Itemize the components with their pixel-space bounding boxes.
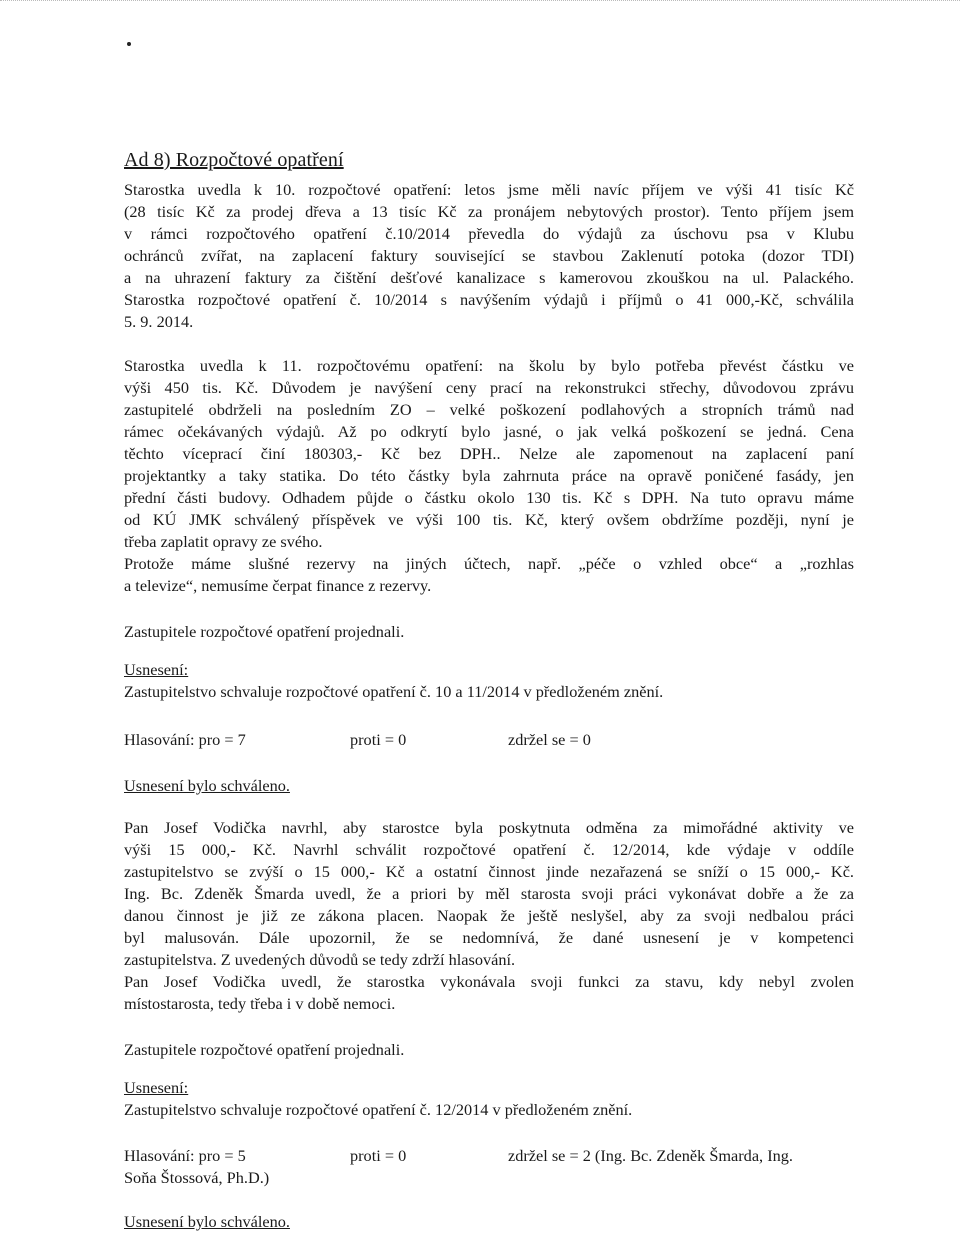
resolution-text: Zastupitelstvo schvaluje rozpočtové opatření č. 12/2014 v předloženém znění. (124, 1100, 633, 1119)
paragraph-line: (28 tisíc Kč za prodej dřeva a 13 tisíc Kč za pronájem nebytových prostor). Tento příjem jsem (124, 202, 854, 221)
vote-zdrzel: zdržel se = 2 (Ing. Bc. Zdeněk Šmarda, Ing. (508, 1146, 793, 1165)
vote-pro: Hlasování: pro = 5 (124, 1146, 246, 1165)
vote-zdrzel-continued: Soňa Štossová, Ph.D.) (124, 1168, 270, 1187)
paragraph-line: Starostka rozpočtové opatření č. 10/2014 s navýšením výdajů i příjmů o 41 000,-Kč, schválila (124, 290, 854, 309)
paragraph-line: Protože máme slušné rezervy na jiných účtech, např. „péče o vzhled obce“ a „rozhlas (124, 554, 854, 573)
paragraph-line: Pan Josef Vodička navrhl, aby starostce byla poskytnuta odměna za mimořádné aktivity ve (124, 818, 854, 837)
paragraph-line: Starostka uvedla k 11. rozpočtovému opatření: na školu by bylo potřeba převést částku ve (124, 356, 854, 375)
paragraph-line: zastupitelstvo se zvýší o 15 000,- Kč a ostatní činnost jinde nezařazená se sníží o 15 000,- Kč. (124, 862, 854, 881)
vote-zdrzel: zdržel se = 0 (508, 730, 591, 749)
paragraph-line: výši 450 tis. Kč. Důvodem je navýšení ceny prací na rekonstrukci střechy, důvodovou zprávu (124, 378, 854, 397)
paragraph-line: těchto víceprací činí 180303,- Kč bez DPH.. Nelze ale zapomenout na zaplacení paní (124, 444, 854, 463)
resolution-label: Usnesení: (124, 1078, 189, 1097)
vote-proti: proti = 0 (350, 1146, 407, 1165)
paragraph-line: a televize“, nemusíme čerpat finance z rezervy. (124, 576, 432, 595)
resolution-approved: Usnesení bylo schváleno. (124, 776, 290, 795)
paragraph-line: Ing. Bc. Zdeněk Šmarda uvedl, že a priori by měl starosta svoji práci vykonávat dobře a že za (124, 884, 854, 903)
paragraph-line: třeba zaplatit opravy ze svého. (124, 532, 323, 551)
paragraph-line: od KÚ JMK schválený příspěvek ve výši 100 tis. Kč, který ovšem obdržíme později, nyní je (124, 510, 854, 529)
paragraph-line: a na uhrazení faktury za čištění dešťové kanalizace s kamerovou zkouškou na ul. Palackého. (124, 268, 854, 287)
paragraph-line: místostarosta, tedy třeba i v době nemoci. (124, 994, 396, 1013)
paragraph-line: danou činnost je již ze zákona placen. Naopak že ještě neslyšel, aby za svoji nedbalou práci (124, 906, 854, 925)
paragraph-line: ochránců zvířat, na zaplacení faktury související se stavbou Zaklenutí potoka (dozor TDI) (124, 246, 854, 265)
paragraph-line: Pan Josef Vodička uvedl, že starostka vykonávala svoji funkci za stavu, kdy nebyl zvolen (124, 972, 854, 991)
vote-proti: proti = 0 (350, 730, 407, 749)
scan-dot (127, 42, 131, 46)
paragraph-line: zastupitelé obdrželi na posledním ZO – velké poškození podlahových a stropních trámů nad (124, 400, 854, 419)
paragraph-line: v rámci rozpočtového opatření č.10/2014 převedla do výdajů za úschovu psa v Klubu (124, 224, 854, 243)
paragraph-line: Starostka uvedla k 10. rozpočtové opatření: letos jsme měli navíc příjem ve výši 41 tisíc Kč (124, 180, 854, 199)
resolution-approved: Usnesení bylo schváleno. (124, 1212, 290, 1231)
paragraph-line: výši 15 000,- Kč. Navrhl schválit rozpočtové opatření č. 12/2014, kde výdaje v oddíle (124, 840, 854, 859)
section-heading: Ad 8) Rozpočtové opatření (124, 149, 344, 171)
paragraph-line: rámec očekávaných výdajů. Až po odkrytí bylo jasné, o jak velká poškození se jedná. Cena (124, 422, 854, 441)
paragraph-line: 5. 9. 2014. (124, 312, 194, 331)
paragraph-line: zastupitelstva. Z uvedených důvodů se tedy zdrží hlasování. (124, 950, 516, 969)
paragraph-line: projektantky a taky statika. Do této částky byla zahrnuta práce na opravě poničené fasády, jen (124, 466, 854, 485)
discussed-note: Zastupitele rozpočtové opatření projednali. (124, 622, 405, 641)
resolution-label: Usnesení: (124, 660, 189, 679)
discussed-note: Zastupitele rozpočtové opatření projednali. (124, 1040, 405, 1059)
vote-pro: Hlasování: pro = 7 (124, 730, 246, 749)
paragraph-line: byl malusován. Dále upozornil, že se nedomnívá, že dané usnesení je v kompetenci (124, 928, 854, 947)
scan-edge (0, 0, 960, 4)
resolution-text: Zastupitelstvo schvaluje rozpočtové opatření č. 10 a 11/2014 v předloženém znění. (124, 682, 664, 701)
paragraph-line: přední části budovy. Odhadem půjde o částku okolo 130 tis. Kč s DPH. Na tuto opravu máme (124, 488, 854, 507)
